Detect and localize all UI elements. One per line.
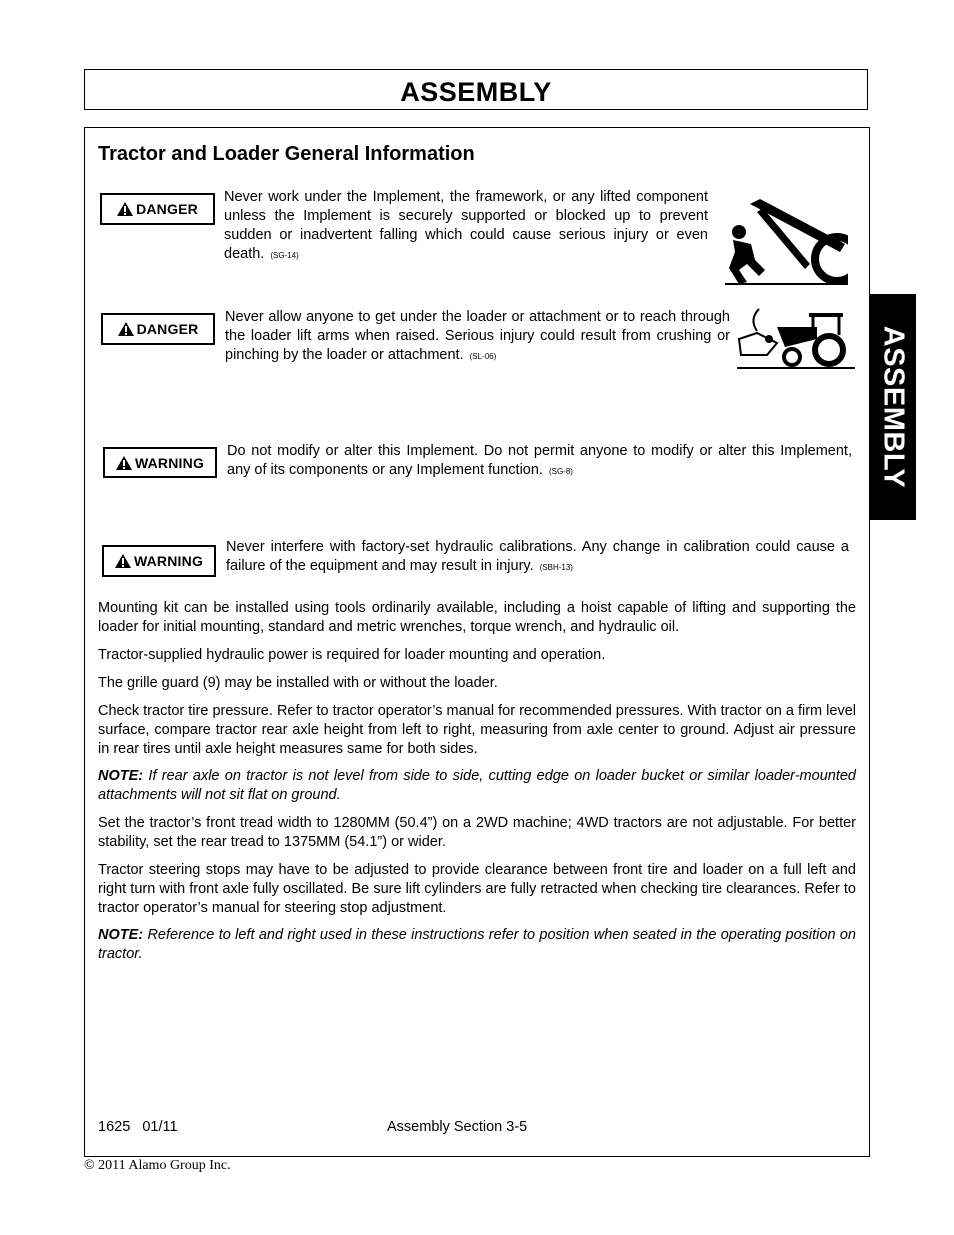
danger-badge	[100, 193, 215, 225]
paragraph: The grille guard (9) may be installed with or without the loader.	[98, 675, 498, 691]
badge-label: WARNING	[134, 454, 205, 471]
note-label: NOTE:	[98, 927, 144, 943]
safety-message: Never interfere with factory-set hydraulic calibrations. Any change in calibration could cause a failure of the equipment and may result in injury.	[226, 539, 849, 574]
warning-triangle-icon	[117, 202, 133, 216]
safety-code: (SBH-13)	[539, 563, 573, 572]
side-tab	[870, 294, 916, 520]
loader-hazard-icon	[737, 305, 855, 371]
badge-label: DANGER	[136, 201, 198, 217]
safety-text	[226, 538, 849, 577]
paragraph: Mounting kit can be installed using tools ordinarily available, including a hoist capable of lifting and supporting the loader for initial mounting, standard and metric wrenches, torque wrench, and hydraulic oil.	[98, 600, 856, 635]
side-tab-label: ASSEMBLY	[877, 325, 910, 489]
safety-message: Do not modify or alter this Implement. Do not permit anyone to modify or alter this Implement, any of its components or any Implement function.	[227, 443, 852, 478]
note-label: NOTE:	[98, 768, 144, 784]
safety-message: Never work under the Implement, the framework, or any lifted component unless the Implement is securely supported or blocked up to prevent sudden or inadvertent falling which could cause serious injury or even death.	[224, 189, 708, 262]
copyright: © 2011 Alamo Group Inc.	[84, 1158, 231, 1173]
note-paragraph	[98, 767, 856, 805]
safety-code: (SG-14)	[270, 251, 299, 260]
paragraph: Tractor-supplied hydraulic power is required for loader mounting and operation.	[98, 647, 606, 663]
danger-badge	[101, 313, 215, 345]
footer-section: Assembly Section 3-5	[387, 1119, 528, 1135]
note-paragraph	[98, 926, 856, 964]
paragraph: Check tractor tire pressure. Refer to tractor operator’s manual for recommended pressures. With tractor on a firm level surface, compare tractor rear axle height from left to right, measuring from axle center to ground. Adjust air pressure in rear tires until axle height measures same for both sides.	[98, 703, 856, 757]
safety-text	[227, 442, 852, 481]
note-text: If rear axle on tractor is not level from side to side, cutting edge on loader bucket or similar loader-mounted attachments will not sit flat on ground.	[98, 768, 856, 803]
safety-text	[224, 188, 708, 265]
page-header-title: ASSEMBLY	[400, 77, 552, 107]
paragraph: Tractor steering stops may have to be adjusted to provide clearance between front tire and loader on a full left and right turn with front axle fully oscillated. Be sure lift cylinders are fully retracted when checking tire clearances. Refer to tractor operator’s manual for steering stop adjustment.	[98, 862, 856, 916]
header-box	[84, 69, 868, 110]
section-title: Tractor and Loader General Information	[98, 143, 475, 165]
note-text: Reference to left and right used in these instructions refer to position when seated in the operating position on tractor.	[98, 927, 856, 962]
crush-hazard-icon	[725, 194, 848, 286]
warning-triangle-icon	[115, 554, 131, 568]
badge-label: WARNING	[133, 553, 204, 569]
footer-doc-number: 1625 01/11	[98, 1119, 178, 1135]
paragraph: Set the tractor’s front tread width to 1280MM (50.4”) on a 2WD machine; 4WD tractors are not adjustable. For better stability, set the rear tread to 1375MM (54.1”) or wider.	[98, 815, 856, 850]
warning-badge	[103, 447, 217, 478]
safety-message: Never allow anyone to get under the loader or attachment or to reach through the loader lift arms when raised. Serious injury could result from crushing or pinching by the loader or attachment.	[225, 309, 730, 363]
warning-triangle-icon	[118, 322, 134, 336]
safety-text	[225, 308, 730, 366]
safety-code: (SL-06)	[469, 352, 497, 361]
warning-badge	[102, 545, 216, 577]
safety-code: (SG-8)	[548, 467, 573, 476]
warning-triangle-icon	[116, 456, 132, 470]
badge-label: DANGER	[136, 321, 199, 337]
